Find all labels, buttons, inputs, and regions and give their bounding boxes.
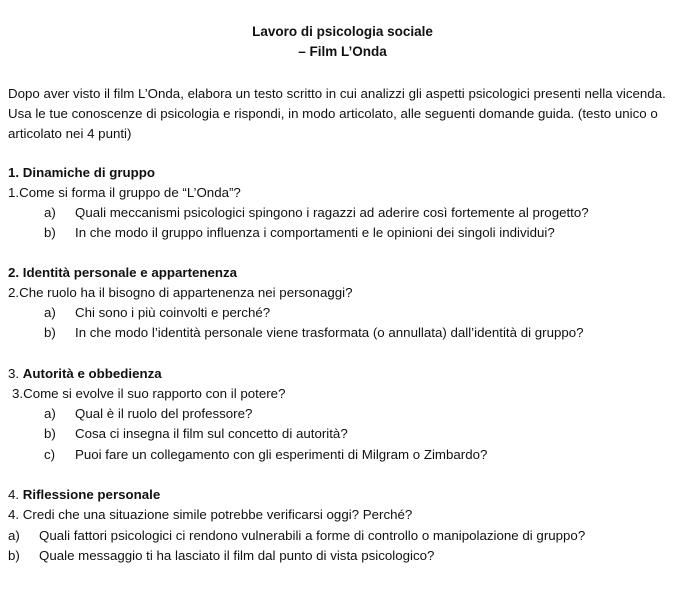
item-text: Quale messaggio ti ha lasciato il film dal punto di vista psicologico?	[39, 548, 435, 563]
section-3-heading	[8, 366, 162, 381]
film-title: L’Onda	[341, 44, 387, 59]
document-subtitle	[0, 44, 685, 59]
item-text: In che modo il gruppo influenza i comportamenti e le opinioni dei singoli individui?	[75, 225, 555, 240]
section-3-item-b	[44, 426, 348, 441]
item-text: In che modo l’identità personale viene trasformata (o annullata) dall’identità di gruppo?	[75, 325, 584, 340]
item-label: a)	[44, 305, 56, 320]
item-text: Quali meccanismi psicologici spingono i ragazzi ad aderire così fortemente al progetto?	[75, 205, 589, 220]
item-text: Qual è il ruolo del professore?	[75, 406, 253, 421]
item-text: Cosa ci insegna il film sul concetto di autorità?	[75, 426, 348, 441]
section-1-item-a	[44, 205, 589, 220]
item-label: b)	[44, 426, 56, 441]
section-3-question: 3.Come si evolve il suo rapporto con il potere?	[12, 386, 286, 401]
section-4-heading	[8, 487, 160, 502]
item-label: a)	[8, 528, 20, 543]
item-label: a)	[44, 205, 56, 220]
section-2-heading: 2. Identità personale e appartenenza	[8, 265, 238, 280]
section-2-item-a	[44, 305, 270, 320]
heading-number: 4.	[8, 487, 23, 502]
section-3-item-a	[44, 406, 252, 421]
subtitle-prefix: – Film	[298, 44, 341, 59]
item-label: b)	[44, 225, 56, 240]
section-4-item-b	[8, 548, 434, 563]
item-label: c)	[44, 447, 56, 462]
heading-number: 3.	[8, 366, 23, 381]
section-3-item-c	[44, 447, 487, 462]
section-2-question: 2.Che ruolo ha il bisogno di appartenenza nei personaggi?	[8, 285, 353, 300]
intro-paragraph: Dopo aver visto il film L’Onda, elabora un testo scritto in cui analizzi gli aspetti psicologici presenti nella vicenda. Usa le tue conoscenze di psicologia e rispondi, in modo articolato, alle seguenti domande guida. (testo unico o articolato nei 4 punti)	[8, 86, 666, 141]
item-label: b)	[8, 548, 20, 563]
section-4-item-a	[8, 528, 585, 543]
item-label: b)	[44, 325, 56, 340]
section-4-question: 4. Credi che una situazione simile potrebbe verificarsi oggi? Perché?	[8, 507, 413, 522]
heading-text: Riflessione personale	[22, 487, 161, 502]
item-text: Chi sono i più coinvolti e perché?	[75, 305, 271, 320]
section-2-item-b	[44, 325, 584, 340]
section-1-item-b	[44, 225, 555, 240]
section-1-heading: 1. Dinamiche di gruppo	[8, 165, 156, 180]
heading-text: Autorità e obbedienza	[22, 366, 162, 381]
item-text: Puoi fare un collegamento con gli esperimenti di Milgram o Zimbardo?	[75, 447, 488, 462]
section-1-question: 1.Come si forma il gruppo de “L’Onda”?	[8, 185, 241, 200]
item-text: Quali fattori psicologici ci rendono vulnerabili a forme di controllo o manipolazione di gruppo?	[39, 528, 586, 543]
document-title: Lavoro di psicologia sociale	[252, 24, 433, 39]
item-label: a)	[44, 406, 56, 421]
